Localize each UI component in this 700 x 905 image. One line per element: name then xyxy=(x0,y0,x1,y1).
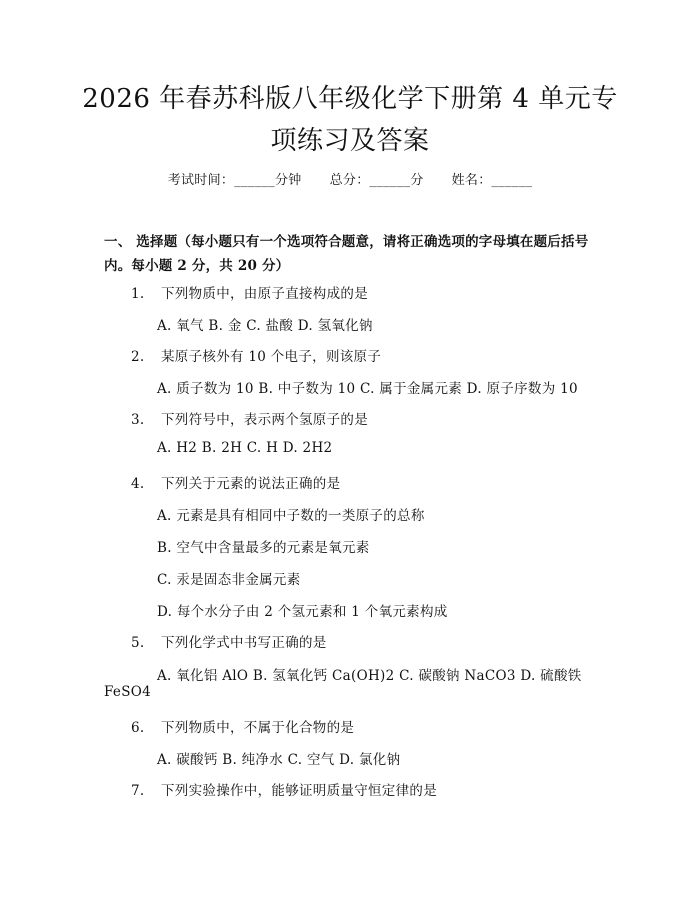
question-stem: 下列符号中，表示两个氢原子的是 xyxy=(161,412,368,428)
question-5 xyxy=(131,631,327,651)
exam-time-field: 考试时间：______分钟 xyxy=(167,173,302,188)
question-4-option-d: D. 每个水分子由 2 个氢元素和 1 个氧元素构成 xyxy=(157,604,448,620)
question-2-options: A. 质子数为 10 B. 中子数为 10 C. 属于金属元素 D. 原子序数为 10 xyxy=(157,381,578,397)
question-4-option-c: C. 汞是固态非金属元素 xyxy=(157,572,301,588)
question-stem: 某原子核外有 10 个电子，则该原子 xyxy=(161,349,382,365)
question-number: 4. xyxy=(131,476,145,492)
section-heading: 一、 选择题（每小题只有一个选项符合题意，请将正确选项的字母填在题后括号内。每小题 2 分，共 20 分） xyxy=(104,234,589,274)
question-stem: 下列物质中，不属于化合物的是 xyxy=(161,720,355,736)
student-name-field: 姓名：______ xyxy=(451,173,533,188)
question-6-options: A. 碳酸钙 B. 纯净水 C. 空气 D. 氯化钠 xyxy=(157,752,401,768)
question-7 xyxy=(131,779,437,799)
question-6 xyxy=(131,716,354,736)
question-5-options: A. 氧化铝 AlO B. 氢氧化钙 Ca(OH)2 C. 碳酸钠 NaCO3 D. 硫酸铁 xyxy=(157,668,582,684)
question-number: 7. xyxy=(131,783,145,799)
title-line-1: 2026 年春苏科版八年级化学下册第 4 单元专 xyxy=(82,84,618,114)
question-4 xyxy=(131,472,340,492)
question-number: 1. xyxy=(131,286,145,302)
question-5-options-continued: FeSO4 xyxy=(104,684,152,700)
total-score-field: 总分：______分 xyxy=(329,173,424,188)
document-title xyxy=(60,78,640,162)
question-1-options: A. 氧气 B. 金 C. 盐酸 D. 氢氧化钠 xyxy=(157,318,373,334)
question-stem: 下列物质中，由原子直接构成的是 xyxy=(161,286,368,302)
question-number: 5. xyxy=(131,635,145,651)
question-3 xyxy=(131,408,368,428)
question-number: 2. xyxy=(131,349,145,365)
question-number: 3. xyxy=(131,412,145,428)
title-line-2: 项练习及答案 xyxy=(270,126,430,156)
question-2 xyxy=(131,345,381,365)
question-stem: 下列实验操作中，能够证明质量守恒定律的是 xyxy=(161,783,437,799)
question-3-options: A. H2 B. 2H C. H D. 2H2 xyxy=(157,440,333,456)
question-stem: 下列关于元素的说法正确的是 xyxy=(161,476,341,492)
question-stem: 下列化学式中书写正确的是 xyxy=(161,635,327,651)
question-1 xyxy=(131,282,368,302)
question-4-option-a: A. 元素是具有相同中子数的一类原子的总称 xyxy=(157,508,425,524)
question-4-option-b: B. 空气中含量最多的元素是氧元素 xyxy=(157,540,370,556)
question-number: 6. xyxy=(131,720,145,736)
exam-info-line xyxy=(0,169,700,188)
